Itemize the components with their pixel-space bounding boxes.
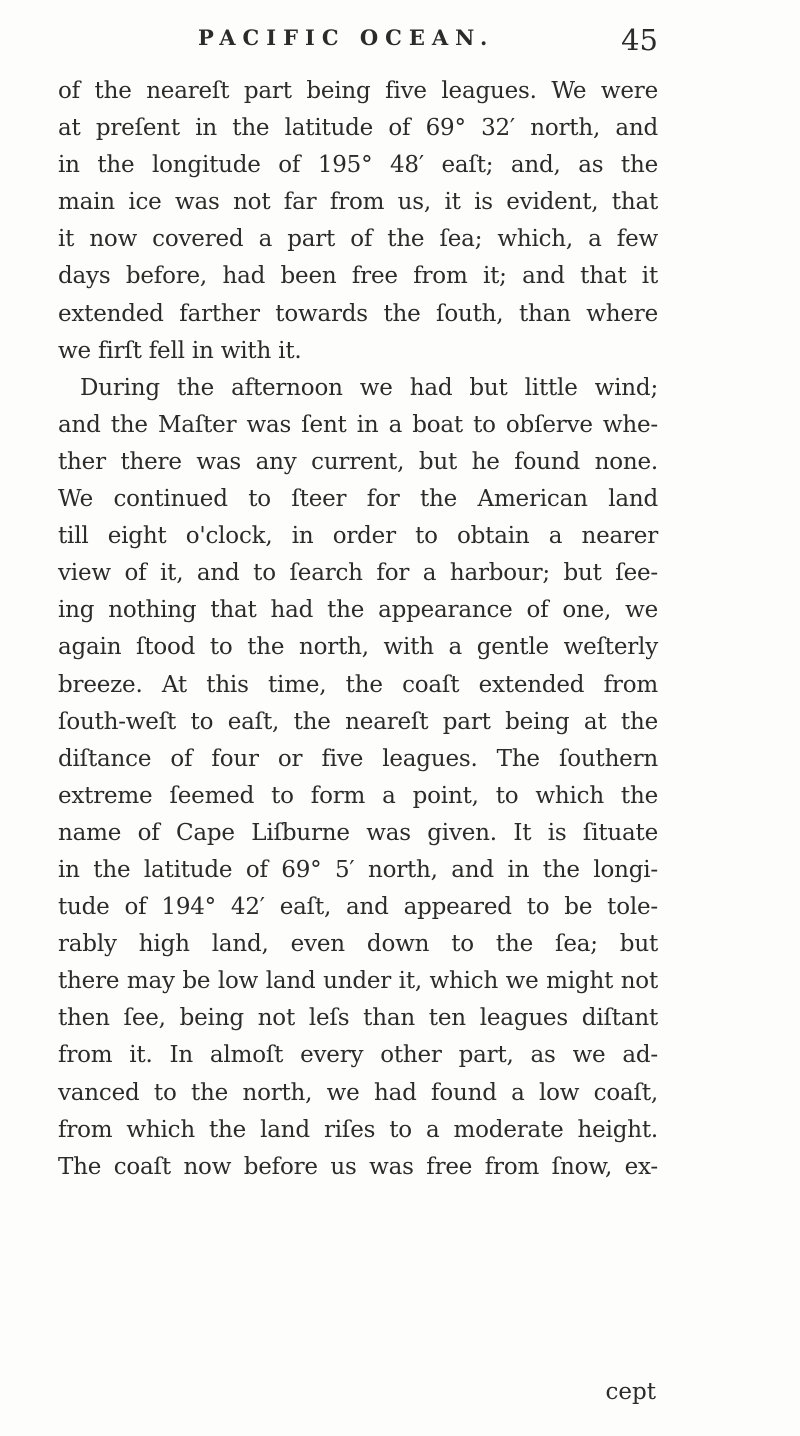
text-line: there may be low land under it, which we might not xyxy=(58,968,658,995)
text-line: then ſee, being not leſs than ten leagues diſtant xyxy=(58,1005,658,1032)
page-number: 45 xyxy=(621,23,658,57)
text-line: tude of 194° 42′ eaſt, and appeared to be tole- xyxy=(58,894,658,921)
text-line: We continued to ſteer for the American land xyxy=(58,486,658,513)
text-line: we firſt fell in with it. xyxy=(58,337,302,364)
text-line: diſtance of four or five leagues. The ſouthern xyxy=(58,745,658,772)
text-line: days before, had been free from it; and that it xyxy=(58,263,658,290)
text-line: at preſent in the latitude of 69° 32′ north, and xyxy=(58,115,658,142)
text-line: in the latitude of 69° 5′ north, and in the longi- xyxy=(58,856,658,883)
text-line: During the afternoon we had but little wind; xyxy=(80,374,658,401)
text-line: and the Maſter was ſent in a boat to obſerve whe- xyxy=(58,411,658,438)
text-line: The coaſt now before us was free from ſnow, ex- xyxy=(58,1153,658,1180)
paragraph-2 xyxy=(58,370,658,1186)
text-line: extended farther towards the ſouth, than where xyxy=(58,300,658,327)
paragraph-1 xyxy=(58,73,658,370)
body-text xyxy=(58,73,658,1186)
text-line: extreme ſeemed to form a point, to which the xyxy=(58,782,658,809)
text-line: view of it, and to ſearch for a harbour; but ſee- xyxy=(58,560,658,587)
text-line: from it. In almoſt every other part, as we ad- xyxy=(58,1042,658,1069)
text-line: ſouth-weſt to eaſt, the neareſt part being at the xyxy=(58,708,658,735)
text-line: of the neareſt part being five leagues. We were xyxy=(58,78,658,104)
text-line: rably high land, even down to the ſea; but xyxy=(58,931,658,958)
text-line: from which the land riſes to a moderate height. xyxy=(58,1116,658,1143)
text-line: ther there was any current, but he found none. xyxy=(58,448,658,475)
catchword: cept xyxy=(605,1379,656,1405)
text-line: ing nothing that had the appearance of one, we xyxy=(58,597,658,624)
running-title: PACIFIC OCEAN. xyxy=(198,25,495,50)
running-head xyxy=(198,18,658,58)
text-line: in the longitude of 195° 48′ eaſt; and, as the xyxy=(58,152,658,179)
text-line: main ice was not far from us, it is evident, that xyxy=(58,189,658,216)
text-line: again ſtood to the north, with a gentle weſterly xyxy=(58,634,658,661)
text-line: name of Cape Liſburne was given. It is ſituate xyxy=(58,819,658,846)
text-line: vanced to the north, we had found a low coaſt, xyxy=(58,1079,658,1106)
text-line: it now covered a part of the ſea; which, a few xyxy=(58,226,658,253)
text-line: till eight o'clock, in order to obtain a nearer xyxy=(58,523,658,550)
text-line: breeze. At this time, the coaſt extended from xyxy=(58,671,658,698)
